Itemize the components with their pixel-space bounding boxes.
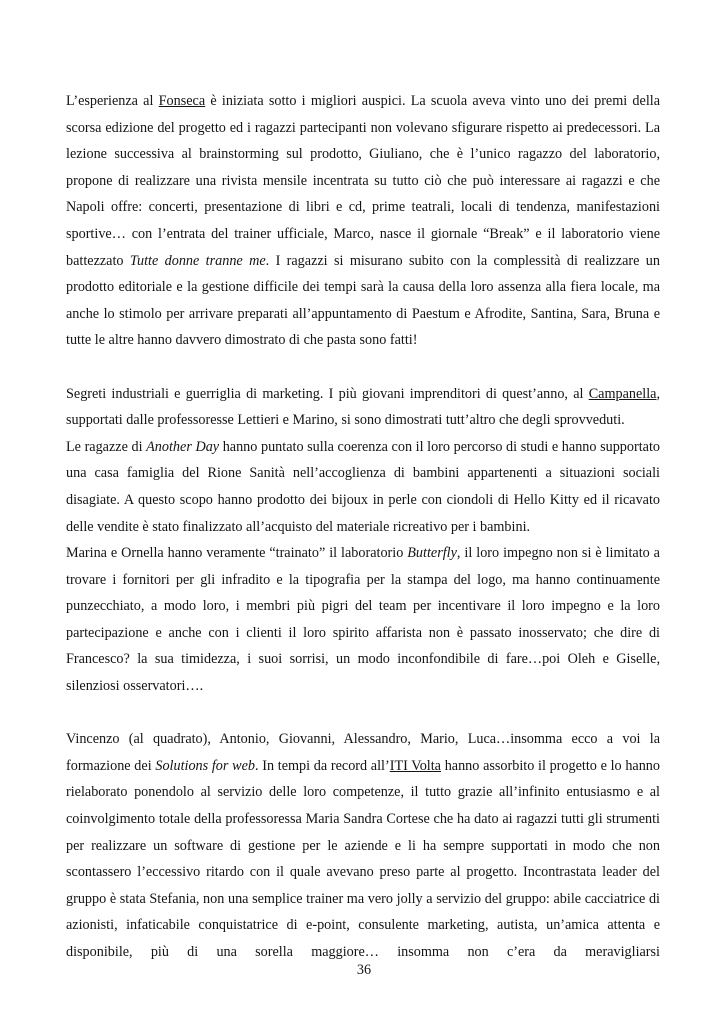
paragraph-text: L’esperienza al <box>66 93 159 109</box>
paragraph-text: è iniziata sotto i migliori auspici. La scuola aveva vinto uno dei premi della scorsa edizione del progetto ed i ragazzi partecipanti non volevano sfigurare rispetto ai predecessori. La lezione successiva al brainstorming sul prodotto, Giuliano, che è l’unico ragazzo del laboratorio, propone di realizzare una rivista mensile incentrata su tutto ciò che può interessare ai ragazzi e che Napoli offre: concerti, presentazione di libri e cd, prime teatrali, locali di tendenza, manifestazioni sportive… con l’entrata del trainer ufficiale, Marco, nasce il giornale “Break” e il laboratorio viene battezzato <box>66 93 661 269</box>
text-body <box>66 88 660 966</box>
paragraph-text: hanno assorbito il progetto e lo hanno rielaborato ponendolo al servizio delle loro competenze, il tutto grazie all’infinito entusiasmo e al coinvolgimento totale della professoressa Maria Sandra Cortese che ha dato ai ragazzi tutti gli strumenti per realizzare un software di gestione per le aziende e li ha sempre supportati in modo che non scontassero l’eccessivo ritardo con il quale avevano preso parte al progetto. Incontrastata leader del gruppo è stata Stefania, non una semplice trainer ma vero jolly a servizio del gruppo: abile cacciatrice di azionisti, infaticabile conquistatrice di e-point, consulente marketing, autista, un’amica attenta e disponibile, più di una sorella maggiore… insomma non c’era da meravigliarsi <box>66 757 660 960</box>
lab-name-italic: Tutte donne tranne me <box>129 252 266 269</box>
page-number: 36 <box>356 962 372 978</box>
paragraph <box>66 88 660 354</box>
paragraph-text: hanno puntato sulla coerenza con il loro percorso di studi e hanno supportato una casa famiglia del Rione Sanità nell’accoglienza di bambini appartenenti a situazioni sociali disagiate. A questo scopo hanno prodotto dei bijoux in perle con ciondoli di Hello Kitty ed il ricavato delle vendite è stato finalizzato all’acquisto del materiale ricreativo per i bambini. <box>66 438 660 535</box>
paragraph-text: Vincenzo (al quadrato), Antonio, Giovanni, Alessandro, Mario, Luca…insomma ecco a voi la formazione dei <box>66 731 660 774</box>
paragraph-text: . In tempi da record all’ <box>254 757 390 774</box>
lab-name-italic: Butterfly <box>407 545 457 562</box>
paragraph-text: , supportati dalle professoresse Lettieri e Marino, si sono dimostrati tutt’altro che degli sprovveduti. <box>66 385 660 429</box>
paragraph-text: . I ragazzi si misurano subito con la complessità di realizzare un prodotto editoriale e la gestione difficile dei tempi sarà la causa della loro assenza alla fiera locale, ma anche lo stimolo per arrivare preparati all’appuntamento di Paestum e Afrodite, Santina, Sara, Bruna e tutte le altre hanno davvero dimostrato di che pasta sono fatti! <box>66 252 660 349</box>
school-name-underlined: ITI Volta <box>389 757 441 774</box>
paragraph <box>66 540 660 700</box>
lab-name-italic: Solutions for web <box>155 757 255 774</box>
paragraph-spacer <box>66 700 660 727</box>
paragraph-spacer <box>66 354 660 381</box>
paragraph <box>66 381 660 434</box>
paragraph-text: , il loro impegno non si è limitato a trovare i fornitori per gli infradito e la tipografia per la stampa del logo, ma hanno continuamente punzecchiato, a modo loro, i membri più pigri del team per incentivare il loro impegno e la loro partecipazione e anche con i clienti il loro spirito affarista non è passato inosservato; che dire di Francesco? la sua timidezza, i suoi sorrisi, un modo inconfondibile di fare…poi Oleh e Giselle, silenziosi osservatori…. <box>66 545 660 695</box>
paragraph <box>66 434 660 540</box>
lab-name-italic: Another Day <box>146 438 220 455</box>
paragraph-text: Marina e Ornella hanno veramente “trainato” il laboratorio <box>66 545 408 562</box>
paragraph-text: Segreti industriali e guerriglia di marketing. I più giovani imprenditori di quest’anno, al <box>66 385 589 402</box>
school-name-underlined: Campanella <box>588 385 657 402</box>
school-name-underlined: Fonseca <box>158 93 206 109</box>
paragraph-text: Le ragazze di <box>66 438 147 455</box>
paragraph <box>66 726 660 965</box>
